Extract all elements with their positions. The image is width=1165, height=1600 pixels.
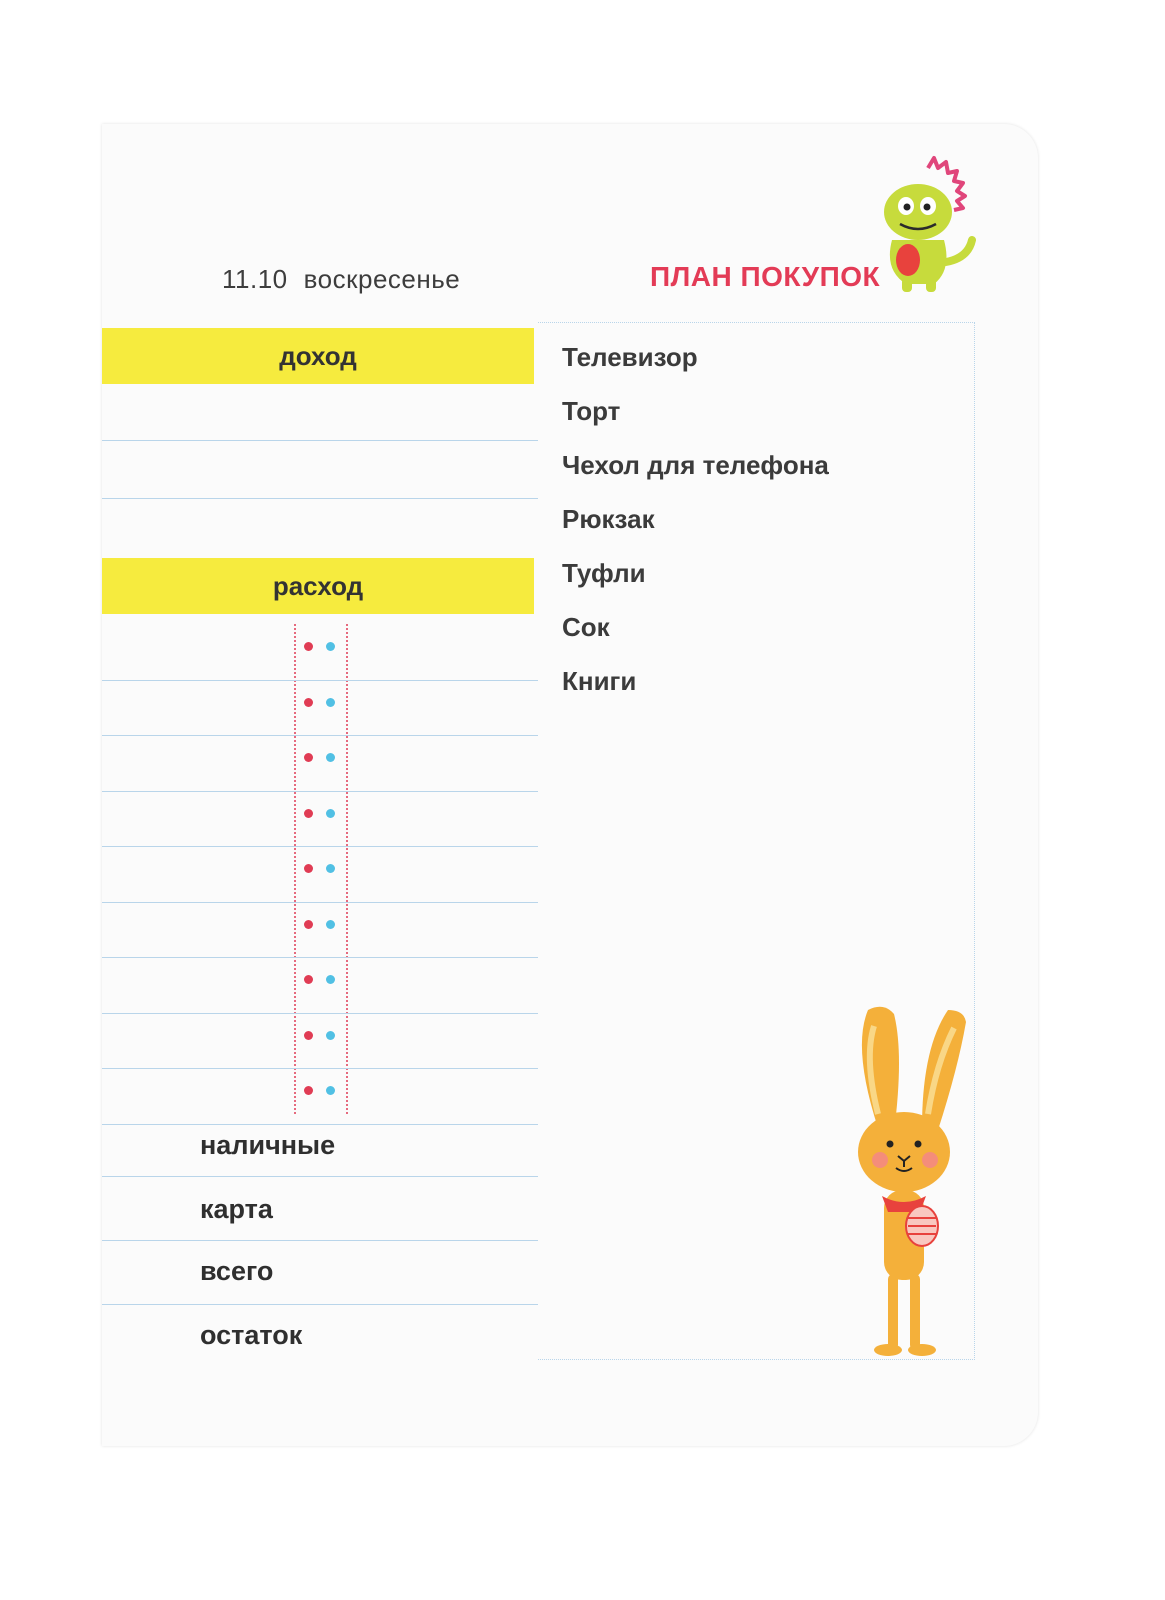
- blue-dot-icon: [326, 975, 335, 984]
- blue-dot-icon: [326, 753, 335, 762]
- expense-dots-column: [294, 624, 348, 1114]
- income-band: доход: [102, 328, 534, 384]
- expense-line: [102, 846, 538, 847]
- expense-line: [102, 735, 538, 736]
- blue-dot-icon: [326, 809, 335, 818]
- expense-line: [102, 791, 538, 792]
- shopping-list-item: Телевизор: [562, 342, 698, 372]
- red-dot-icon: [304, 1086, 313, 1095]
- expense-band: расход: [102, 558, 534, 614]
- shopping-plan-title: ПЛАН ПОКУПОК: [650, 261, 881, 292]
- income-line: [102, 498, 538, 499]
- red-dot-icon: [304, 975, 313, 984]
- red-dot-icon: [304, 809, 313, 818]
- planner-page: [102, 124, 1038, 1446]
- expense-line: [102, 957, 538, 958]
- income-line: [102, 440, 538, 441]
- shopping-list-item: Рюкзак: [562, 504, 655, 534]
- dinosaur-icon: [866, 154, 976, 294]
- remainder-label: остаток: [200, 1320, 303, 1350]
- blue-dot-icon: [326, 864, 335, 873]
- summary-line: [102, 1176, 538, 1177]
- blue-dot-icon: [326, 920, 335, 929]
- shopping-list-item: Чехол для телефона: [562, 450, 829, 480]
- expense-line: [102, 1068, 538, 1069]
- summary-line: [102, 1304, 538, 1305]
- blue-dot-icon: [326, 642, 335, 651]
- expense-line: [102, 680, 538, 681]
- shopping-list-item: Книги: [562, 666, 637, 696]
- date-value: 11.10: [222, 264, 288, 294]
- bunny-icon: [842, 1004, 972, 1364]
- blue-dot-icon: [326, 1031, 335, 1040]
- expense-line: [102, 1013, 538, 1014]
- card-label: карта: [200, 1194, 273, 1224]
- cash-label: наличные: [200, 1130, 336, 1160]
- summary-line: [102, 1240, 538, 1241]
- red-dot-icon: [304, 1031, 313, 1040]
- shopping-list-item: Торт: [562, 396, 621, 426]
- expense-line: [102, 1124, 538, 1125]
- shopping-list-item: Туфли: [562, 558, 646, 588]
- blue-dot-icon: [326, 698, 335, 707]
- shopping-list-item: Сок: [562, 612, 610, 642]
- red-dot-icon: [304, 642, 313, 651]
- expense-line: [102, 902, 538, 903]
- red-dot-icon: [304, 753, 313, 762]
- red-dot-icon: [304, 920, 313, 929]
- blue-dot-icon: [326, 1086, 335, 1095]
- red-dot-icon: [304, 864, 313, 873]
- date-heading: [222, 264, 476, 295]
- weekday-value: воскресенье: [303, 264, 461, 294]
- total-label: всего: [200, 1256, 274, 1286]
- red-dot-icon: [304, 698, 313, 707]
